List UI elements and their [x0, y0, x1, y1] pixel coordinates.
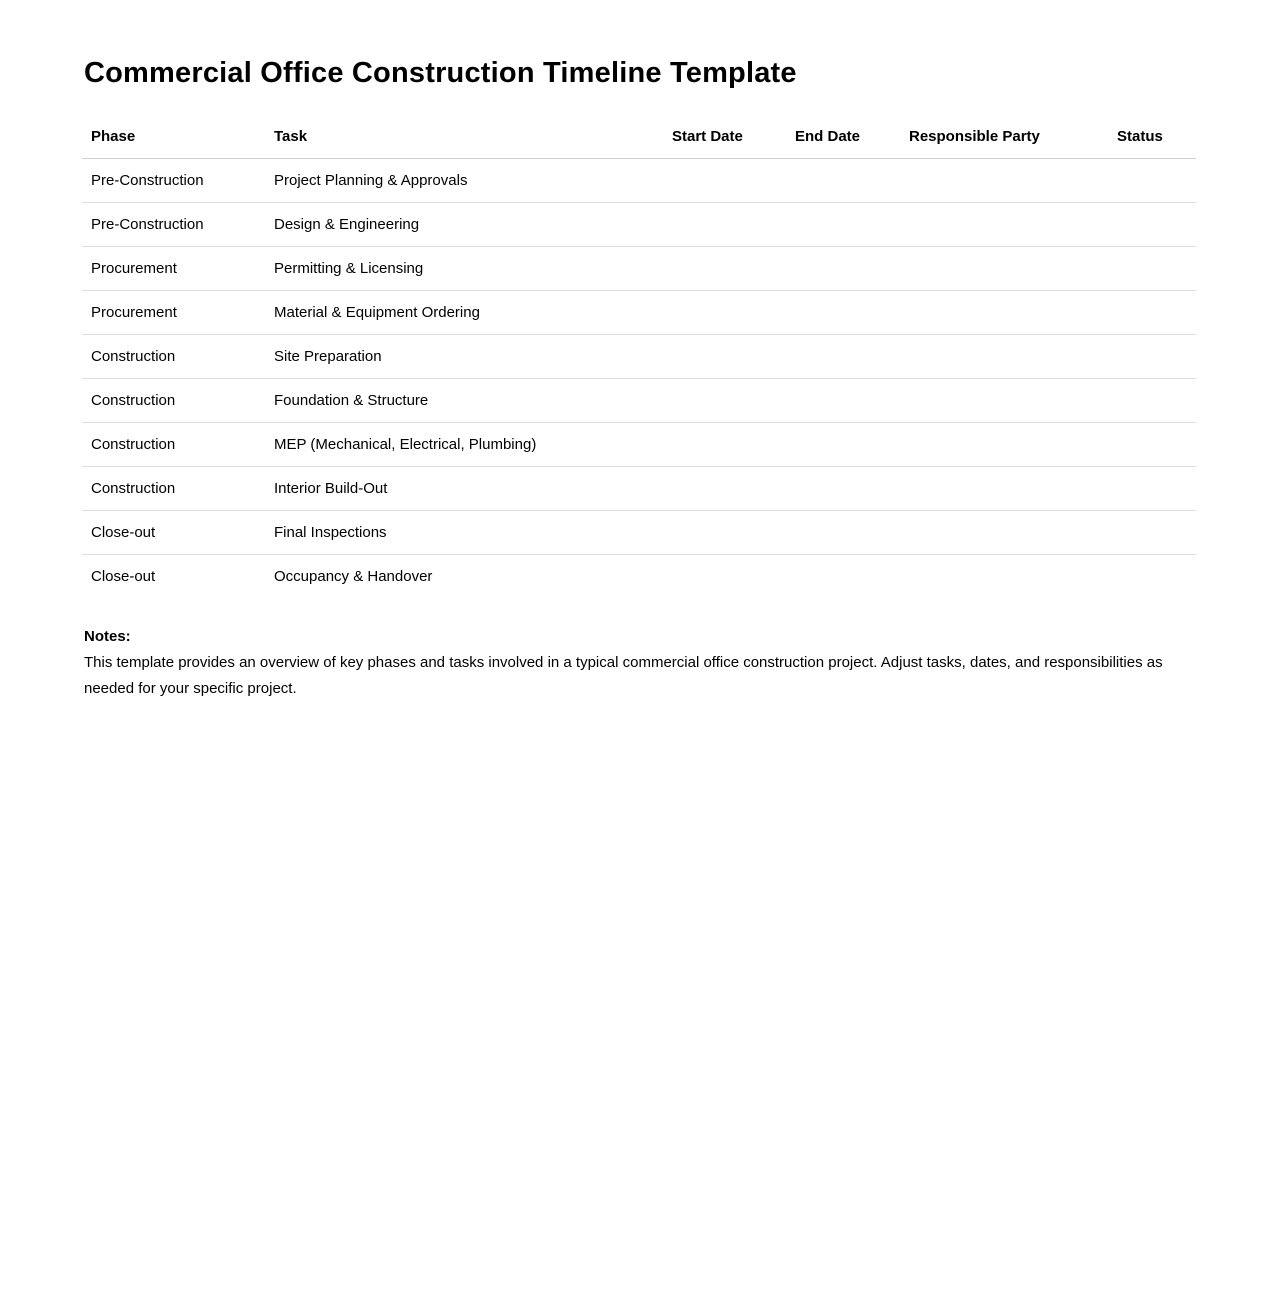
cell-responsible-party: [900, 422, 1108, 466]
cell-task: Site Preparation: [265, 334, 663, 378]
cell-responsible-party: [900, 158, 1108, 202]
cell-start-date: [663, 378, 786, 422]
cell-end-date: [786, 334, 900, 378]
notes-heading: Notes:: [84, 627, 131, 645]
cell-end-date: [786, 202, 900, 246]
cell-start-date: [663, 334, 786, 378]
cell-phase: Close-out: [91, 567, 156, 585]
cell-phase: Close-out: [82, 510, 265, 554]
notes-body: This template provides an overview of key phases and tasks involved in a typical commercial office construction project. Adjust tasks, dates, and responsibilities as needed for your specific project.: [84, 653, 1163, 697]
cell-end-date: [786, 510, 900, 554]
cell-status: [1108, 246, 1196, 290]
table-row: [82, 422, 1196, 466]
cell-start-date: [663, 290, 786, 334]
cell-responsible-party: [900, 290, 1108, 334]
table-row: [82, 158, 1196, 202]
cell-status: [1108, 554, 1196, 598]
cell-start-date: [663, 466, 786, 510]
cell-task: Foundation & Structure: [265, 378, 663, 422]
table-header-row: [82, 115, 1196, 159]
column-header-task: Task: [265, 115, 663, 159]
cell-end-date: [786, 554, 900, 598]
cell-task: Occupancy & Handover: [274, 567, 433, 585]
table-row: [82, 510, 1196, 554]
cell-phase: Construction: [82, 378, 265, 422]
cell-status: [1108, 466, 1196, 510]
cell-end-date: [786, 246, 900, 290]
table-header: [82, 115, 1196, 159]
cell-start-date: [663, 422, 786, 466]
cell-phase: Procurement: [82, 290, 265, 334]
table-row: [82, 290, 1196, 334]
cell-responsible-party: [900, 510, 1108, 554]
cell-status: [1108, 290, 1196, 334]
cell-task: Design & Engineering: [265, 202, 663, 246]
column-header-status: Status: [1108, 115, 1196, 159]
cell-phase: Construction: [82, 422, 265, 466]
cell-responsible-party: [900, 378, 1108, 422]
cell-responsible-party: [900, 202, 1108, 246]
cell-start-date: [663, 158, 786, 202]
cell-start-date: [663, 510, 786, 554]
cell-start-date: [663, 202, 786, 246]
table-row: [82, 554, 1196, 598]
cell-status: [1108, 422, 1196, 466]
cell-status: [1108, 378, 1196, 422]
cell-phase: Pre-Construction: [82, 202, 265, 246]
table-row: [82, 378, 1196, 422]
cell-task: Material & Equipment Ordering: [265, 290, 663, 334]
column-header-end-date: End Date: [786, 115, 900, 159]
cell-start-date: [663, 554, 786, 598]
timeline-table: [82, 115, 1196, 598]
cell-end-date: [786, 158, 900, 202]
cell-status: [1108, 202, 1196, 246]
cell-end-date: [786, 378, 900, 422]
cell-responsible-party: [900, 246, 1108, 290]
cell-task: Permitting & Licensing: [265, 246, 663, 290]
cell-task: Interior Build-Out: [265, 466, 663, 510]
cell-phase: Construction: [82, 466, 265, 510]
column-header-phase: Phase: [82, 115, 265, 159]
cell-end-date: [786, 466, 900, 510]
column-header-responsible-party: Responsible Party: [900, 115, 1108, 159]
table-row: [82, 466, 1196, 510]
cell-status: [1108, 510, 1196, 554]
column-header-start-date: Start Date: [663, 115, 786, 159]
cell-phase: Procurement: [82, 246, 265, 290]
page-title: Commercial Office Construction Timeline Template: [84, 57, 797, 89]
cell-responsible-party: [900, 466, 1108, 510]
cell-phase: Construction: [82, 334, 265, 378]
cell-status: [1108, 334, 1196, 378]
table-row: [82, 246, 1196, 290]
notes-section: [84, 624, 1196, 702]
cell-end-date: [786, 422, 900, 466]
cell-phase: Pre-Construction: [82, 158, 265, 202]
cell-responsible-party: [900, 334, 1108, 378]
cell-end-date: [786, 290, 900, 334]
table-body: [82, 158, 1196, 598]
cell-status: [1108, 158, 1196, 202]
cell-start-date: [663, 246, 786, 290]
table-row: [82, 202, 1196, 246]
table-row: [82, 334, 1196, 378]
cell-task: Project Planning & Approvals: [265, 158, 663, 202]
cell-task: Final Inspections: [265, 510, 663, 554]
cell-responsible-party: [900, 554, 1108, 598]
cell-task: MEP (Mechanical, Electrical, Plumbing): [265, 422, 663, 466]
